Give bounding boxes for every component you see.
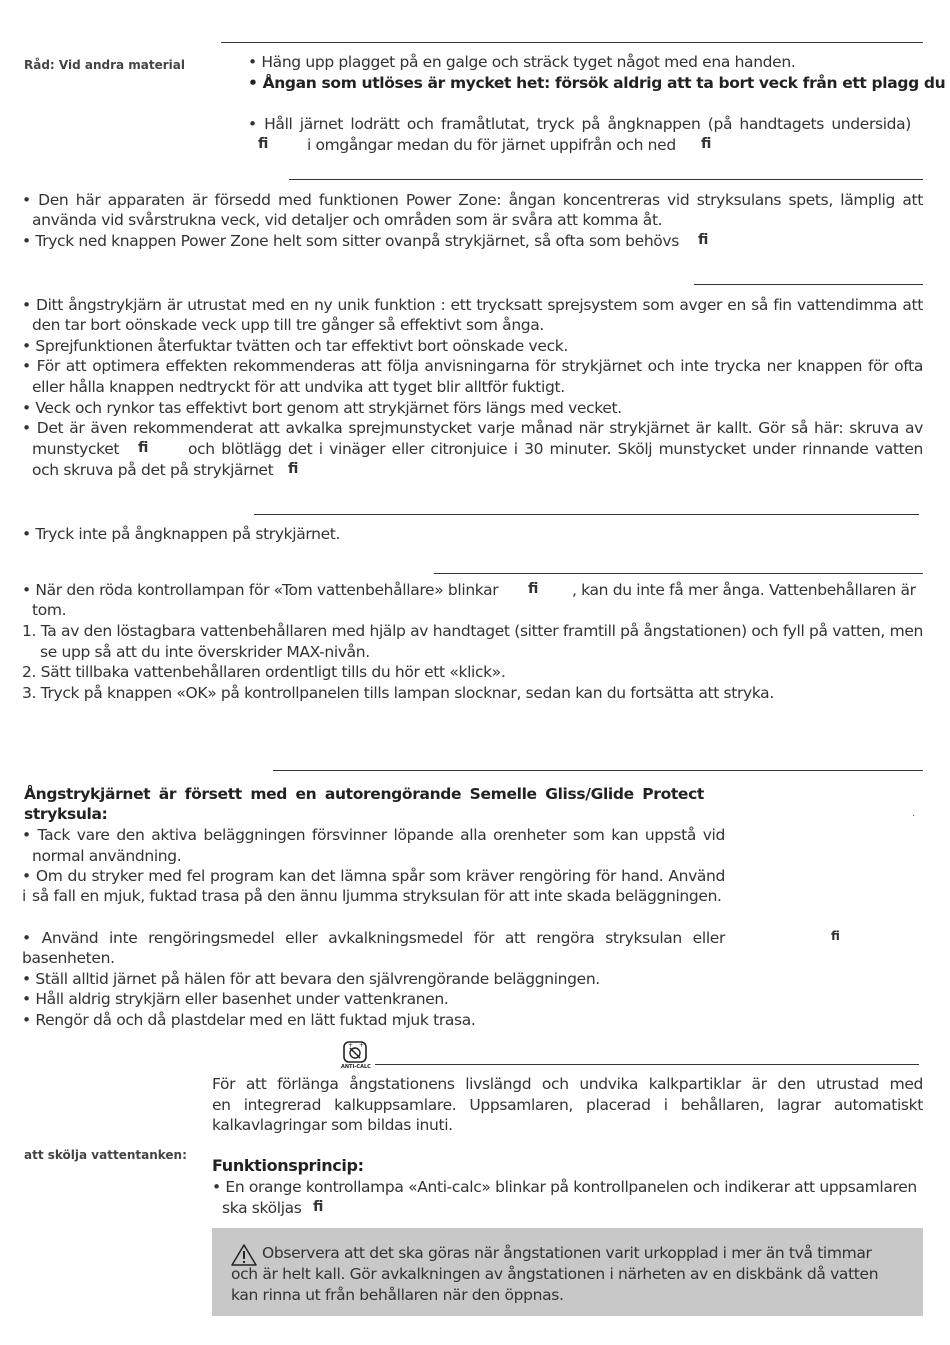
cleaning-line-1: • Tack vare den aktiva beläggningen försvinner löpande alla orenheter som kan uppstå vid (22, 826, 725, 844)
svg-text:+: + (348, 1042, 354, 1049)
anticalc-ref: ﬁ (313, 1199, 324, 1215)
cleaning-heading-2: stryksula: (24, 805, 108, 823)
warning-line-1: Observera att det ska göras när ångstationen varit urkopplad i mer än två timmar (262, 1244, 872, 1262)
anticalc-para-1: För att förlänga ångstationens livslängd och undvika kalkpartiklar är den utrustad med (212, 1075, 923, 1093)
refill-ref: ﬁ (528, 581, 539, 597)
svg-text:+: + (359, 1042, 365, 1049)
section-rule (221, 42, 923, 43)
spray-line-8b: och blötlägg det i vinäger eller citronjuice i 30 minuter. Skölj munstycket under rinnande vatten (188, 440, 923, 458)
anticalc-bullet-1: • En orange kontrollampa «Anti-calc» blinkar på kontrollpanelen och indikerar att uppsamlaren (212, 1178, 917, 1196)
spray-line-8a: munstycket (32, 440, 120, 458)
anti-calc-icon (341, 1040, 371, 1072)
warning-triangle-icon (231, 1244, 257, 1266)
cleaning-line-3: • Om du stryker med fel program kan det lämna spår som kräver rengöring för hand. Använd i (22, 867, 725, 905)
refill-line-6: 3. Tryck på knappen «OK» på kontrollpanelen tills lampan slocknar, sedan kan du fortsätta att stryka. (22, 684, 774, 702)
refill-line-5: 2. Sätt tillbaka vattenbehållaren ordentligt tills du hör ett «klick». (22, 663, 506, 681)
anticalc-bullet-2: ska sköljas (222, 1199, 302, 1217)
power-zone-line-1: • Den här apparaten är försedd med funktionen Power Zone: ångan koncentreras vid stryksulans spets, lämplig att (22, 191, 923, 209)
spray-line-2: den tar bort oönskade veck upp till tre gånger så effektivt som ånga. (32, 316, 545, 334)
section-rule (289, 179, 923, 180)
section-rule (434, 573, 923, 574)
spray-ref-2: ﬁ (288, 461, 299, 477)
warning-box (212, 1228, 923, 1316)
cleaning-line-2: normal användning. (32, 847, 182, 865)
spray-line-9: och skruva på det på strykjärnet (32, 461, 274, 479)
sidebar-other-materials: Råd: Vid andra material (24, 58, 186, 72)
anticalc-heading: Funktionsprincip: (212, 1156, 364, 1175)
cleaning-line-4: så fall en mjuk, fuktad trasa på den ännu ljumma stryksulan för att inte skada beläggningen. (32, 887, 722, 905)
refill-line-1b: , kan du inte få mer ånga. Vattenbehållaren är (572, 581, 916, 599)
steam-ref-2: ﬁ (701, 136, 712, 152)
steam-line-1: • Häng upp plagget på en galge och sträck tyget något med ena handen. (248, 53, 796, 71)
cleaning-side-dot: . (912, 808, 916, 819)
cleaning-heading-1: Ångstrykjärnet är försett med en autorengörande Semelle Gliss/Glide Protect (24, 785, 704, 803)
spray-line-3: • Sprejfunktionen återfuktar tvätten och tar effektivt bort oönskade veck. (22, 337, 568, 355)
steam-ref-1: ﬁ (258, 136, 269, 152)
cleaning-line-8: • Håll aldrig strykjärn eller basenhet under vattenkranen. (22, 990, 449, 1008)
refill-line-2: tom. (32, 601, 67, 619)
section-rule (375, 1064, 919, 1065)
refill-line-3: 1. Ta av den löstagbara vattenbehållaren med hjälp av handtaget (sitter framtill på ångstationen) och fyll på vatten, men (22, 622, 923, 640)
cleaning-line-9: • Rengör då och då plastdelar med en lätt fuktad mjuk trasa. (22, 1011, 476, 1029)
spray-line-4: • För att optimera effekten rekommenderas att följa anvisningarna för strykjärnet och inte trycka ner knappen för ofta (22, 357, 923, 375)
cleaning-line-5: • Använd inte rengöringsmedel eller avkalkningsmedel för att rengöra stryksulan eller (22, 929, 725, 947)
anti-calc-icon-label: ANTI-CALC (341, 1064, 371, 1070)
cleaning-line-7: • Ställ alltid järnet på hälen för att bevara den självrengörande beläggningen. (22, 970, 600, 988)
section-rule (254, 514, 919, 515)
steam-line-3: • Håll järnet lodrätt och framåtlutat, tryck på ångknappen (på handtagets undersida) (248, 115, 911, 133)
power-zone-line-3: • Tryck ned knappen Power Zone helt som sitter ovanpå strykjärnet, så ofta som behövs (22, 232, 679, 250)
anticalc-para-2: en integrerad kalkuppsamlare. Uppsamlaren, placerad i behållaren, lagrar automatiskt (212, 1096, 923, 1114)
power-zone-line-2: använda vid svårstrukna veck, vid detaljer och områden som är svåra att komma åt. (32, 211, 663, 229)
section-rule (694, 284, 923, 285)
spray-line-5: eller hålla knappen nedtryckt för att undvika att tyget blir alltför fuktigt. (32, 378, 565, 396)
cleaning-line-6: basenheten. (22, 949, 115, 967)
spray-line-1: • Ditt ångstrykjärn är utrustat med en ny unik funktion : ett trycksatt sprejsystem som avger en så fin vattendimma att (22, 296, 923, 314)
spray-line-6: • Veck och rynkor tas effektivt bort genom att strykjärnet förs längs med vecket. (22, 399, 622, 417)
spray-ref-1: ﬁ (138, 440, 149, 456)
spray-line-7: • Det är även rekommenderat att avkalka sprejmunstycket varje månad när strykjärnet är kallt. Gör så här: skruva av (22, 419, 923, 437)
refill-line-4: se upp så att du inte överskrider MAX-nivån. (40, 643, 370, 661)
refill-line-1a: • När den röda kontrollampan för «Tom vattenbehållare» blinkar (22, 581, 499, 599)
dry-line-1: • Tryck inte på ångknappen på strykjärnet. (22, 525, 341, 543)
power-zone-ref: ﬁ (698, 232, 709, 248)
sidebar-rinse-tank: att skölja vattentanken: (24, 1148, 187, 1162)
anticalc-para-3: kalkavlagringar som bildas inuti. (212, 1116, 453, 1134)
steam-line-2: • Ångan som utlöses är mycket het: försök aldrig att ta bort veck från ett plagg du (248, 74, 946, 92)
warning-line-3: kan rinna ut från behållaren när den öppnas. (231, 1286, 564, 1304)
section-rule (273, 770, 923, 771)
cleaning-side-ref: ﬁ (831, 929, 840, 943)
warning-line-2: och är helt kall. Gör avkalkningen av ångstationen i närheten av en diskbänk då vatten (231, 1265, 879, 1283)
steam-line-4: i omgångar medan du för järnet uppifrån och ned (307, 136, 676, 154)
